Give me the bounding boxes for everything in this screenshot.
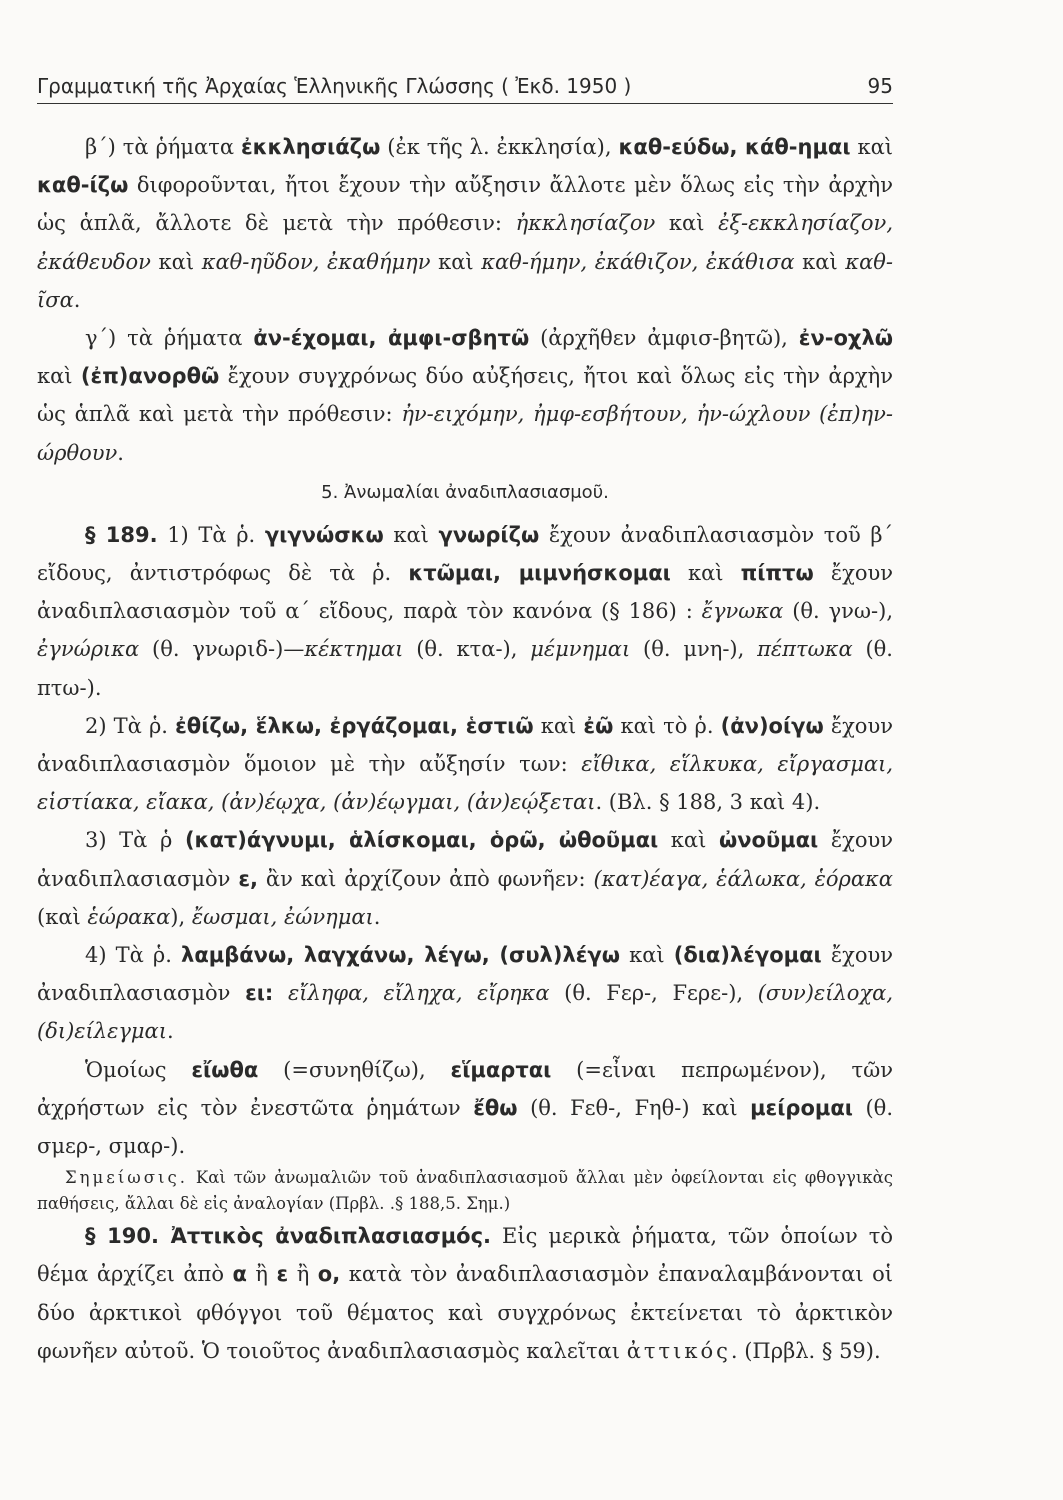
paragraph-189-5: Ὁμοίως εἴωθα (=συνηθίζω), εἵμαρται (=εἶναι πεπρωμένον), τῶν ἀχρήστων εἰς τὸν ἐνεστῶτα ῥημάτων ἔθω (θ. Ϝεθ-, Ϝηθ-) καὶ μείρομαι (θ. σμερ-, σμαρ-). <box>37 1057 894 1159</box>
section-190-title: Ἀττικὸς ἀναδιπλασιασμός. <box>158 1224 492 1249</box>
paragraph-beta: β΄) τὰ ῥήματα ἐκκλησιάζω (ἐκ τῆς λ. ἐκκλησία), καθ-εύδω, κάθ-ημαι καὶ καθ-ίζω διφοροῦνται, ἤτοι ἔχουν τὴν αὔξησιν ἄλλοτε μὲν ὅλως εἰς τὴν ἀρχὴν ὡς ἁπλᾶ, ἄλλοτε δὲ μετὰ τὴν πρόθεσιν: ἠκκλησίαζον καὶ ἐξ-εκκλησίαζον, ἐκάθευδον καὶ καθ-ηῦδον, ἐκαθήμην καὶ καθ-ήμην, ἐκάθιζον, ἐκάθισα καὶ καθ-ῖσα. <box>37 135 893 312</box>
paragraph-189-4: 4) Τὰ ῥ. λαμβάνω, λαγχάνω, λέγω, (συλ)λέγω καὶ (δια)λέγομαι ἔχουν ἀναδιπλασιασμὸν ει: εἴληφα, εἴληχα, εἴρηκα (θ. Ϝερ-, Ϝερε-), (συν)είλοχα, (δι)είλεγμαι. <box>37 943 893 1044</box>
note-label: Σημείωσις. <box>65 1168 188 1188</box>
running-header <box>37 64 893 104</box>
page-number: 95 <box>867 74 893 98</box>
page-body <box>37 128 893 1370</box>
section-subheading: 5. Ἀνωμαλίαι ἀναδιπλασιασμοῦ. <box>321 481 609 503</box>
paragraph-190: § 190. Ἀττικὸς ἀναδιπλασιασμός. Εἰς μερικὰ ῥήματα, τῶν ὁποίων τὸ θέμα ἀρχίζει ἀπὸ α ἢ ε ἢ ο, κατὰ τὸν ἀναδιπλασιασμὸν ἐπαναλαμβάνονται οἱ δύο ἀρκτικοὶ φθόγγοι τοῦ θέματος καὶ συγχρόνως ἐκτείνεται τὸ ἀρκτικὸν φωνῆεν αὐτοῦ. Ὁ τοιοῦτος ἀναδιπλασιασμὸς καλεῖται ἀττικός. (Πρβλ. § 59). <box>37 1224 894 1363</box>
paragraph-189-1: § 189. 1) Τὰ ῥ. γιγνώσκω καὶ γνωρίζω ἔχουν ἀναδιπλασιασμὸν τοῦ β΄ εἴδους, ἀντιστρόφως δὲ τὰ ῥ. κτῶμαι, μιμνήσκομαι καὶ πίπτω ἔχουν ἀναδιπλασιασμὸν τοῦ α΄ εἴδους, παρὰ τὸν κανόνα (§ 186) : ἔγνωκα (θ. γνω-), ἐγνώρικα (θ. γνωριδ-)—κέκτημαι (θ. κτα-), μέμνημαι (θ. μνη-), πέπτωκα (θ. πτω-). <box>37 522 894 700</box>
note-paragraph: Σημείωσις. Καὶ τῶν ἀνωμαλιῶν τοῦ ἀναδιπλασιασμοῦ ἄλλαι μὲν ὀφείλονται εἰς φθογγικὰς παθήσεις, ἄλλαι δὲ εἰς ἀναλογίαν (Πρβλ. .§ 188,5. Σημ.) <box>37 1168 893 1214</box>
paragraph-189-2: 2) Τὰ ῥ. ἐθίζω, ἕλκω, ἐργάζομαι, ἑστιῶ καὶ ἐῶ καὶ τὸ ῥ. (ἀν)οίγω ἔχουν ἀναδιπλασιασμὸν ὅμοιον μὲ τὴν αὔξησίν των: εἴθικα, εἵλκυκα, εἴργασμαι, εἱστίακα, εἴακα, (ἀν)έῳχα, (ἀν)έῳγμαι, (ἀν)εῴξεται. (Βλ. § 188, 3 καὶ 4). <box>37 713 893 815</box>
section-190-marker: § 190. <box>85 1224 159 1249</box>
header-title: Γραμματική τῆς Ἀρχαίας Ἑλληνικῆς Γλώσσης ( Ἐκδ. 1950 ) <box>37 74 632 98</box>
paragraph-189-3: 3) Τὰ ῥ (κατ)άγνυμι, ἁλίσκομαι, ὁρῶ, ὠθοῦμαι καὶ ὠνοῦμαι ἔχουν ἀναδιπλασιασμὸν ε, ἂν καὶ ἀρχίζουν ἀπὸ φωνῆεν: (κατ)έαγα, ἑάλωκα, ἑόρακα (καὶ ἑώρακα), ἔωσμαι, ἐώνημαι. <box>37 828 893 929</box>
paragraph-gamma: γ΄) τὰ ῥήματα ἀν-έχομαι, ἀμφι-σβητῶ (ἀρχῆθεν ἀμφισ-βητῶ), ἐν-οχλῶ καὶ (ἐπ)ανορθῶ ἔχουν συγχρόνως δύο αὐξήσεις, ἤτοι καὶ ὅλως εἰς τὴν ἀρχὴν ὡς ἁπλᾶ καὶ μετὰ τὴν πρόθεσιν: ἠν-ειχόμην, ἠμφ-εσβήτουν, ἠν-ώχλουν (ἐπ)ην-ώρθουν. <box>37 326 893 465</box>
section-189-marker: § 189. <box>85 522 158 547</box>
